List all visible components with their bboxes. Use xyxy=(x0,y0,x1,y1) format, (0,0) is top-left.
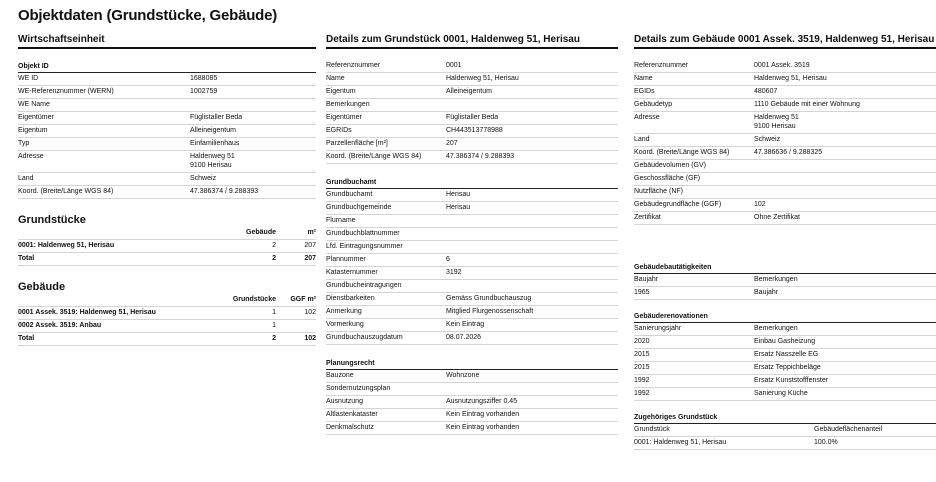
table-row xyxy=(326,189,618,202)
bau-table xyxy=(634,274,936,300)
row-value: 1002759 xyxy=(190,86,316,99)
zug-table xyxy=(634,424,936,450)
row-value: 1 xyxy=(196,307,276,320)
column-header: Details zum Grundstück 0001, Haldenweg 51, Herisau xyxy=(326,33,618,49)
table-row xyxy=(634,60,936,73)
row-value: Baujahr xyxy=(754,287,936,300)
row-label: Grundbucheintragungen xyxy=(326,280,446,293)
grundstuecke-table xyxy=(18,227,316,266)
table-row xyxy=(326,138,618,151)
column-header xyxy=(18,227,196,240)
table-row xyxy=(634,99,936,112)
table-row xyxy=(634,134,936,147)
table-row xyxy=(326,228,618,241)
row-label: Grundbuchauszugdatum xyxy=(326,332,446,345)
total-row xyxy=(18,253,316,266)
column-wirtschaftseinheit xyxy=(18,33,316,346)
row-value: 1 xyxy=(196,320,276,333)
row-label: Koord. (Breite/Länge WGS 84) xyxy=(326,151,446,164)
table-row xyxy=(634,323,936,336)
row-value: Ersatz Teppichbeläge xyxy=(754,362,936,375)
row-value: 207 xyxy=(276,240,316,253)
row-value: 1110 Gebäude mit einer Wohnung xyxy=(754,99,936,112)
total-label: Total xyxy=(18,333,196,346)
row-name: 0001 Assek. 3519: Haldenweg 51, Herisau xyxy=(18,307,196,320)
row-value: 480607 xyxy=(754,86,936,99)
section-title-planungsrecht: Planungsrecht xyxy=(326,359,618,370)
table-row xyxy=(634,186,936,199)
section-title-gebaeude: Gebäude xyxy=(18,281,66,293)
table-row xyxy=(18,307,316,320)
table-row xyxy=(634,349,936,362)
row-value: 47.386636 / 9.288325 xyxy=(754,147,936,160)
gebaeude-table xyxy=(18,294,316,346)
row-label: 1992 xyxy=(634,388,754,401)
row-label: Geschossfläche (GF) xyxy=(634,173,754,186)
column-header: m² xyxy=(276,227,316,240)
row-label: Eigentümer xyxy=(326,112,446,125)
table-row xyxy=(18,138,316,151)
table-row xyxy=(634,112,936,134)
row-label: Grundbuchblattnummer xyxy=(326,228,446,241)
row-value: Ersatz Nasszelle EG xyxy=(754,349,936,362)
section-title-grundbuchamt: Grundbuchamt xyxy=(326,178,618,189)
row-label: Bauzone xyxy=(326,370,446,383)
table-row xyxy=(326,73,618,86)
row-value: Sanierung Küche xyxy=(754,388,936,401)
table-row xyxy=(326,422,618,435)
row-label: Gebäudetyp xyxy=(634,99,754,112)
row-value xyxy=(276,320,316,333)
row-value: Haldenweg 51, Herisau xyxy=(446,73,618,86)
row-label: 1992 xyxy=(634,375,754,388)
gebaeude-main-table xyxy=(634,60,936,225)
row-label: Vormerkung xyxy=(326,319,446,332)
row-label: Gebäudegrundfläche (GGF) xyxy=(634,199,754,212)
total-value: 102 xyxy=(276,333,316,346)
row-label: WE ID xyxy=(18,73,190,86)
total-label: Total xyxy=(18,253,196,266)
row-value xyxy=(446,280,618,293)
row-label: Lfd. Eintragungsnummer xyxy=(326,241,446,254)
table-header-row xyxy=(18,227,316,240)
row-value: Wohnzone xyxy=(446,370,618,383)
row-value xyxy=(754,173,936,186)
row-value: Ohne Zertifikat xyxy=(754,212,936,225)
table-row xyxy=(326,293,618,306)
row-value: Gemäss Grundbuchauszug xyxy=(446,293,618,306)
table-row xyxy=(326,306,618,319)
row-value: Kein Eintrag xyxy=(446,319,618,332)
row-value: 6 xyxy=(446,254,618,267)
total-value: 2 xyxy=(196,253,276,266)
total-value: 2 xyxy=(196,333,276,346)
table-row xyxy=(634,362,936,375)
row-value: 102 xyxy=(276,307,316,320)
row-label: Grundbuchgemeinde xyxy=(326,202,446,215)
row-label: EGIDs xyxy=(634,86,754,99)
row-value: 47.386374 / 9.288393 xyxy=(446,151,618,164)
row-value xyxy=(754,160,936,173)
column-header: Gebäude xyxy=(196,227,276,240)
section-title-renovationen: Gebäuderenovationen xyxy=(634,312,936,323)
table-row xyxy=(18,125,316,138)
row-value: Gebäudeflächenanteil xyxy=(814,424,936,437)
column-grundstueck-details xyxy=(326,33,618,435)
row-value: 102 xyxy=(754,199,936,212)
row-value xyxy=(446,228,618,241)
total-value: 207 xyxy=(276,253,316,266)
column-header: Wirtschaftseinheit xyxy=(18,33,316,49)
row-value: 3192 xyxy=(446,267,618,280)
row-label: Land xyxy=(634,134,754,147)
column-header: Grundstücke xyxy=(196,294,276,307)
row-label: 2015 xyxy=(634,349,754,362)
section-title-objekt-id: Objekt ID xyxy=(18,62,316,73)
table-row xyxy=(326,202,618,215)
row-name: 0002 Assek. 3519: Anbau xyxy=(18,320,196,333)
row-label: Anmerkung xyxy=(326,306,446,319)
column-header xyxy=(18,294,196,307)
row-label: Grundstück xyxy=(634,424,814,437)
row-label: 1965 xyxy=(634,287,754,300)
table-row xyxy=(326,396,618,409)
row-label: Referenznummer xyxy=(634,60,754,73)
row-label: Land xyxy=(18,173,190,186)
row-label: Parzellenfläche [m²] xyxy=(326,138,446,151)
row-value: 47.386374 / 9.288393 xyxy=(190,186,316,199)
row-label: Nutzfläche (NF) xyxy=(634,186,754,199)
table-row xyxy=(326,383,618,396)
column-header: Details zum Gebäude 0001 Assek. 3519, Haldenweg 51, Herisau xyxy=(634,33,936,49)
row-value: Alleineigentum xyxy=(190,125,316,138)
row-label: Denkmalschutz xyxy=(326,422,446,435)
row-label: 2020 xyxy=(634,336,754,349)
row-value: Ausnutzungsziffer 0.45 xyxy=(446,396,618,409)
row-label: Koord. (Breite/Länge WGS 84) xyxy=(634,147,754,160)
row-name: 0001: Haldenweg 51, Herisau xyxy=(18,240,196,253)
row-value: 100.0% xyxy=(814,437,936,450)
row-value: Haldenweg 51 9100 Herisau xyxy=(190,151,316,173)
row-value: Füglistaller Beda xyxy=(190,112,316,125)
table-row xyxy=(634,424,936,437)
grundbuch-table xyxy=(326,189,618,345)
row-label: Altlastenkataster xyxy=(326,409,446,422)
row-label: Plannummer xyxy=(326,254,446,267)
row-value: Ersatz Kunststofffenster xyxy=(754,375,936,388)
table-row xyxy=(326,319,618,332)
objekt-table xyxy=(18,73,316,199)
table-row xyxy=(634,437,936,450)
table-row xyxy=(326,241,618,254)
row-value: 0001 Assek. 3519 xyxy=(754,60,936,73)
total-row xyxy=(18,333,316,346)
table-row xyxy=(326,280,618,293)
section-title-zugehoeriges-grundstueck: Zugehöriges Grundstück xyxy=(634,413,936,424)
row-label: 0001: Haldenweg 51, Herisau xyxy=(634,437,814,450)
table-row xyxy=(18,186,316,199)
grundstueck-main-table xyxy=(326,60,618,164)
row-label: Grundbuchamt xyxy=(326,189,446,202)
column-header: GGF m² xyxy=(276,294,316,307)
row-value: 08.07.2026 xyxy=(446,332,618,345)
row-value: Herisau xyxy=(446,202,618,215)
row-value: 0001 xyxy=(446,60,618,73)
row-value: Schweiz xyxy=(754,134,936,147)
row-value: 1688085 xyxy=(190,73,316,86)
table-row xyxy=(326,86,618,99)
row-label: Katasternummer xyxy=(326,267,446,280)
table-row xyxy=(634,388,936,401)
row-value xyxy=(446,99,618,112)
row-value: Alleineigentum xyxy=(446,86,618,99)
row-value: Mitglied Flurgenossenschaft xyxy=(446,306,618,319)
row-label: WE-Referenznummer (WERN) xyxy=(18,86,190,99)
table-row xyxy=(18,86,316,99)
row-label: Eigentum xyxy=(18,125,190,138)
table-row xyxy=(634,274,936,287)
table-row xyxy=(326,332,618,345)
row-label: Sondernutzungsplan xyxy=(326,383,446,396)
row-value xyxy=(446,383,618,396)
row-value: Bemerkungen xyxy=(754,323,936,336)
row-label: Name xyxy=(326,73,446,86)
row-label: Sanierungsjahr xyxy=(634,323,754,336)
row-value: Herisau xyxy=(446,189,618,202)
table-row xyxy=(634,86,936,99)
row-label: Koord. (Breite/Länge WGS 84) xyxy=(18,186,190,199)
table-row xyxy=(18,99,316,112)
table-row xyxy=(634,375,936,388)
table-row xyxy=(18,151,316,173)
row-value xyxy=(446,241,618,254)
table-row xyxy=(326,370,618,383)
table-row xyxy=(18,112,316,125)
table-row xyxy=(326,112,618,125)
table-row xyxy=(326,60,618,73)
table-row xyxy=(326,125,618,138)
row-label: Ausnutzung xyxy=(326,396,446,409)
row-label: 2015 xyxy=(634,362,754,375)
table-row xyxy=(326,215,618,228)
table-row xyxy=(634,73,936,86)
row-value: Füglistaller Beda xyxy=(446,112,618,125)
table-row xyxy=(18,320,316,333)
row-value xyxy=(190,99,316,112)
row-value: Haldenweg 51 9100 Herisau xyxy=(754,112,936,134)
planung-table xyxy=(326,370,618,435)
row-label: Eigentum xyxy=(326,86,446,99)
row-label: Typ xyxy=(18,138,190,151)
row-value: 207 xyxy=(446,138,618,151)
row-value: Kein Eintrag vorhanden xyxy=(446,422,618,435)
table-row xyxy=(326,254,618,267)
table-row xyxy=(326,99,618,112)
table-row xyxy=(634,173,936,186)
table-row xyxy=(18,240,316,253)
row-label: Eigentümer xyxy=(18,112,190,125)
section-title-bautaetigkeiten: Gebäudebautätigkeiten xyxy=(634,263,936,274)
table-row xyxy=(326,151,618,164)
table-row xyxy=(634,287,936,300)
table-row xyxy=(634,199,936,212)
row-label: Flurname xyxy=(326,215,446,228)
row-value xyxy=(754,186,936,199)
row-value: Kein Eintrag vorhanden xyxy=(446,409,618,422)
row-label: Adresse xyxy=(18,151,190,173)
table-row xyxy=(18,73,316,86)
row-label: Zertifikat xyxy=(634,212,754,225)
renov-table xyxy=(634,323,936,401)
row-label: Dienstbarkeiten xyxy=(326,293,446,306)
row-label: WE Name xyxy=(18,99,190,112)
row-label: Name xyxy=(634,73,754,86)
row-value xyxy=(446,215,618,228)
row-value: Einbau Gasheizung xyxy=(754,336,936,349)
row-label: Referenznummer xyxy=(326,60,446,73)
row-value: Einfamilienhaus xyxy=(190,138,316,151)
table-row xyxy=(634,336,936,349)
row-value: 2 xyxy=(196,240,276,253)
row-value: Schweiz xyxy=(190,173,316,186)
table-row xyxy=(634,160,936,173)
row-label: Gebäudevolumen (GV) xyxy=(634,160,754,173)
table-row xyxy=(634,147,936,160)
table-header-row xyxy=(18,294,316,307)
row-value: CH443513778988 xyxy=(446,125,618,138)
section-title-grundstuecke: Grundstücke xyxy=(18,214,86,226)
page-title: Objektdaten (Grundstücke, Gebäude) xyxy=(18,7,278,24)
table-row xyxy=(326,409,618,422)
table-row xyxy=(18,173,316,186)
column-gebaeude-details xyxy=(634,33,936,450)
table-row xyxy=(326,267,618,280)
row-label: Bemerkungen xyxy=(326,99,446,112)
row-label: Adresse xyxy=(634,112,754,134)
table-row xyxy=(634,212,936,225)
row-value: Bemerkungen xyxy=(754,274,936,287)
row-label: Baujahr xyxy=(634,274,754,287)
row-value: Haldenweg 51, Herisau xyxy=(754,73,936,86)
row-label: EGRIDs xyxy=(326,125,446,138)
